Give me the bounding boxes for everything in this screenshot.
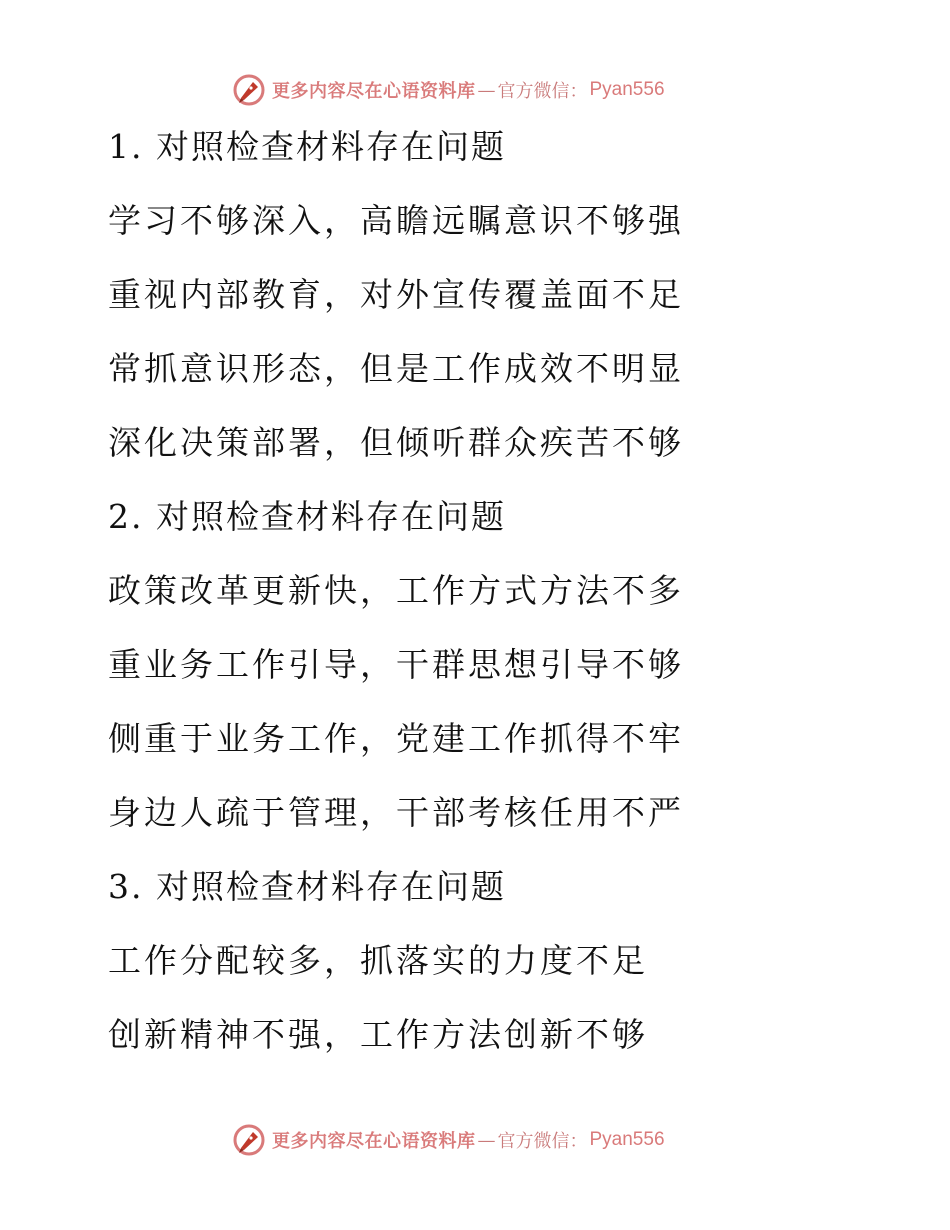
watermark-label: 官方微信：: [497, 1131, 588, 1152]
footer-watermark: [232, 1122, 665, 1158]
section-heading-3: 3. 对照检查材料存在问题: [108, 867, 506, 906]
pen-nib-logo-icon: [232, 73, 266, 107]
body-line: 政策改革更新快，工作方式方法不多: [108, 571, 684, 610]
watermark-id: Pyan556: [589, 1129, 665, 1150]
body-line: 常抓意识形态，但是工作成效不明显: [108, 349, 684, 388]
document-body: [108, 118, 728, 1080]
section-heading-2: 2. 对照检查材料存在问题: [108, 497, 506, 536]
body-line: 重业务工作引导，干群思想引导不够: [108, 645, 684, 684]
body-line: 身边人疏于管理，干部考核任用不严: [108, 793, 684, 832]
watermark-dash: —: [477, 1129, 496, 1151]
body-line: 创新精神不强，工作方法创新不够: [108, 1015, 648, 1054]
body-line: 深化决策部署，但倾听群众疾苦不够: [108, 423, 684, 462]
watermark-title: 更多内容尽在心语资料库: [272, 81, 476, 102]
pen-nib-logo-icon: [232, 1123, 266, 1157]
body-line: 工作分配较多，抓落实的力度不足: [108, 941, 648, 980]
watermark-title: 更多内容尽在心语资料库: [272, 1131, 476, 1152]
watermark-dash: —: [477, 79, 496, 101]
section-heading-1: 1. 对照检查材料存在问题: [108, 127, 506, 166]
body-line: 学习不够深入，高瞻远瞩意识不够强: [108, 201, 684, 240]
watermark-id: Pyan556: [589, 79, 665, 100]
watermark-label: 官方微信：: [497, 81, 588, 102]
body-line: 重视内部教育，对外宣传覆盖面不足: [108, 275, 684, 314]
header-watermark: [232, 72, 665, 108]
body-line: 侧重于业务工作，党建工作抓得不牢: [108, 719, 684, 758]
